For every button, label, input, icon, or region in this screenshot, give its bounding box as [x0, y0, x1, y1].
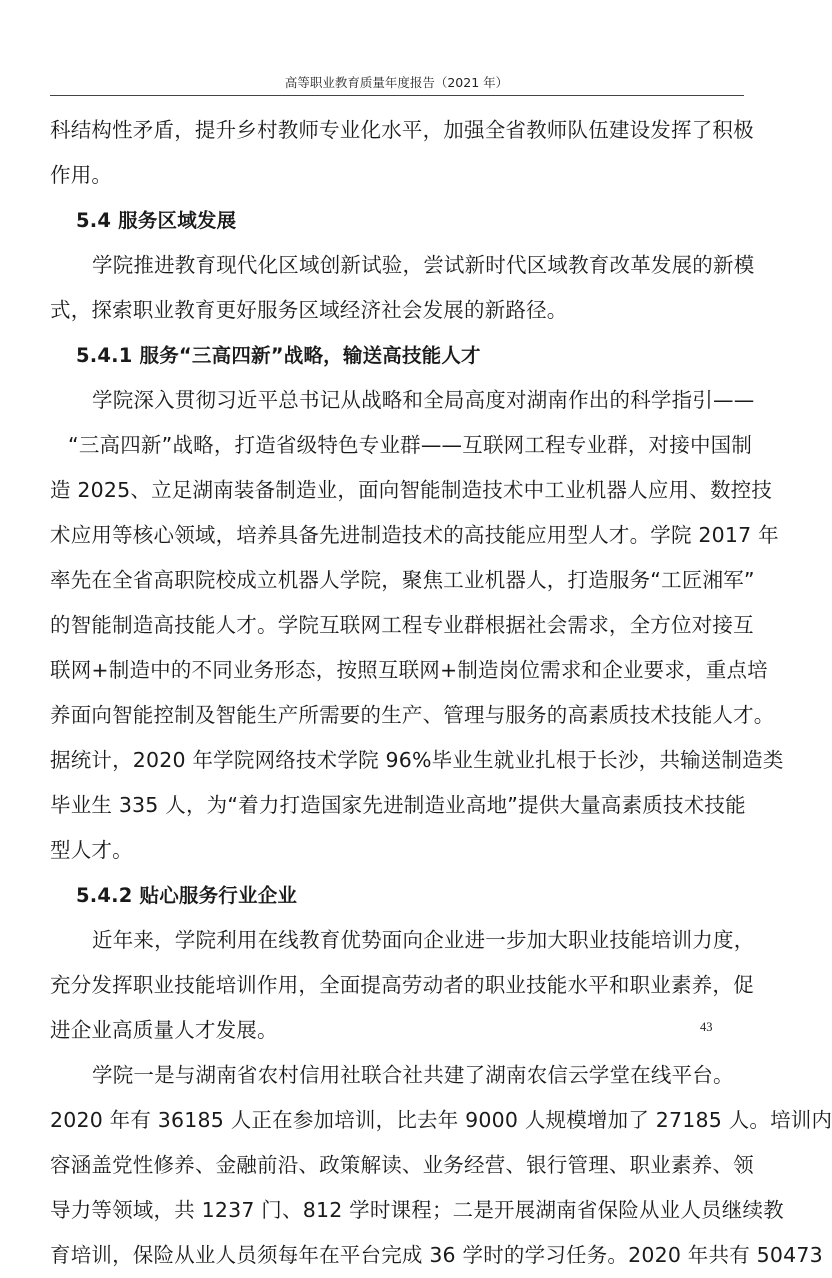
paragraph-line: 据统计，2020 年学院网络技术学院 96%毕业生就业扎根于长沙，共输送制造类 [50, 748, 784, 772]
paragraph-line: 学院推进教育现代化区域创新试验，尝试新时代区域教育改革发展的新模 [92, 253, 755, 277]
paragraph-line: 育培训，保险从业人员须每年在平台完成 36 学时的学习任务。2020 年共有 50473 [50, 1243, 823, 1267]
subsection-heading-5-4-2: 5.4.2 贴心服务行业企业 [76, 884, 298, 907]
running-header: 高等职业教育质量年度报告（2021 年） [284, 75, 509, 90]
paragraph-line: 术应用等核心领域，培养具备先进制造技术的高技能应用型人才。学院 2017 年 [50, 523, 779, 547]
paragraph-line: 作用。 [50, 163, 113, 187]
document-body [50, 108, 832, 1278]
paragraph-line: 充分发挥职业技能培训作用，全面提高劳动者的职业技能水平和职业素养，促 [50, 973, 754, 997]
paragraph-line: 学院深入贯彻习近平总书记从战略和全局高度对湖南作出的科学指引—— [92, 388, 755, 412]
header-divider [50, 95, 744, 96]
page-number: 43 [700, 1020, 713, 1034]
section-heading-5-4: 5.4 服务区域发展 [76, 209, 237, 232]
paragraph-line: 进企业高质量人才发展。 [50, 1018, 278, 1042]
paragraph-line: 型人才。 [50, 838, 133, 862]
paragraph-line: 容涵盖党性修养、金融前沿、政策解读、业务经营、银行管理、职业素养、领 [50, 1153, 754, 1177]
paragraph-line: 导力等领域，共 1237 门、812 学时课程；二是开展湖南省保险从业人员继续教 [50, 1198, 784, 1222]
paragraph-line: 毕业生 335 人，为“着力打造国家先进制造业高地”提供大量高素质技术技能 [50, 793, 746, 817]
paragraph-line: 养面向智能控制及智能生产所需要的生产、管理与服务的高素质技术技能人才。 [50, 703, 775, 727]
paragraph-line: 2020 年有 36185 人正在参加培训，比去年 9000 人规模增加了 27185 人。培训内 [50, 1108, 832, 1132]
paragraph-line: “三高四新”战略，打造省级特色专业群——互联网工程专业群，对接中国制 [68, 433, 753, 457]
paragraph-line: 率先在全省高职院校成立机器人学院，聚焦工业机器人，打造服务“工匠湘军” [50, 568, 755, 592]
paragraph-line: 的智能制造高技能人才。学院互联网工程专业群根据社会需求，全方位对接互 [50, 613, 754, 637]
paragraph-line: 造 2025、立足湖南装备制造业，面向智能制造技术中工业机器人应用、数控技 [50, 478, 773, 502]
paragraph-line: 式，探索职业教育更好服务区域经济社会发展的新路径。 [50, 298, 568, 322]
paragraph-line: 近年来，学院利用在线教育优势面向企业进一步加大职业技能培训力度， [92, 928, 755, 952]
paragraph-line: 科结构性矛盾，提升乡村教师专业化水平，加强全省教师队伍建设发挥了积极 [50, 118, 754, 142]
paragraph-line: 联网+制造中的不同业务形态，按照互联网+制造岗位需求和企业要求，重点培 [50, 658, 768, 682]
subsection-heading-5-4-1: 5.4.1 服务“三高四新”战略，输送高技能人才 [76, 344, 481, 367]
paragraph-line: 学院一是与湖南省农村信用社联合社共建了湖南农信云学堂在线平台。 [92, 1063, 734, 1087]
